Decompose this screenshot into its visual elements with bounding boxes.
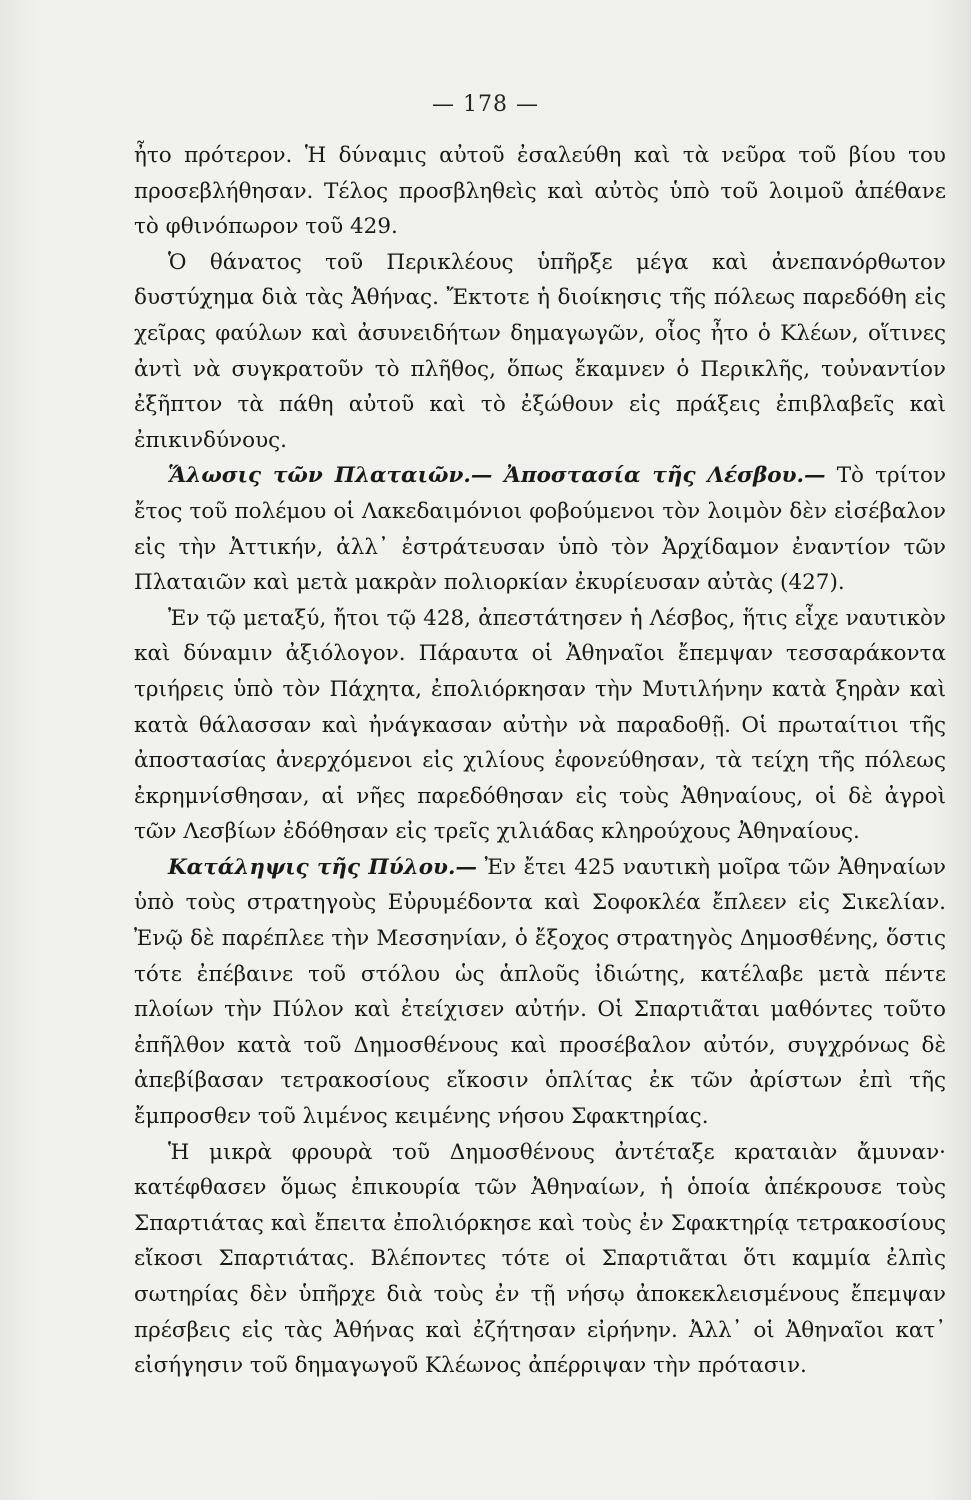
body-text [134, 138, 946, 1384]
paragraph-text: Ἐν ἔτει 425 ναυτικὴ μοῖρα τῶν Ἀθηναίων ὑπὸ τοὺς στρατηγοὺς Εὐρυμέδοντα καὶ Σοφοκλέα ἔπλεεν εἰς Σικελίαν. Ἐνῷ δὲ παρέπλεε τὴν Μεσσηνίαν, ὁ ἔξοχος στρατηγὸς Δημοσθένης, ὅστις τότε ἐπέβαινε τοῦ στόλου ὡς ἁπλοῦς ἰδιώτης, κατέλαβε μετὰ πέντε πλοίων τὴν Πύλον καὶ ἐτείχισεν αὐτήν. Οἱ Σπαρτιᾶται μαθόντες τοῦτο ἐπῆλθον κατὰ τοῦ Δημοσθένους καὶ προσέβαλον αὐτόν, συγχρόνως δὲ ἀπεβίβασαν τετρακοσίους εἴκοσιν ὁπλίτας ἐκ τῶν ἀρίστων ἐπὶ τῆς ἔμπροσθεν τοῦ λιμένος κειμένης νήσου Σφακτηρίας. [134, 854, 946, 1130]
paragraph-2 [134, 245, 946, 459]
paragraph-5 [134, 850, 946, 1135]
section-heading-plataea-lesbos: Ἅλωσις τῶν Πλαταιῶν.— Ἀποστασία τῆς Λέσβου.— [168, 463, 826, 489]
page-number: — 178 — [432, 92, 539, 117]
paragraph-text: Τὸ τρίτον ἔτος τοῦ πολέμου οἱ Λακεδαιμόνιοι φοβούμενοι τὸν λοιμὸν δὲν εἰσέβαλον εἰς τὴν Ἀττικήν, ἀλλ᾽ ἐστράτευσαν ὑπὸ τὸν Ἀρχίδαμον ἐναντίον τῶν Πλαταιῶν καὶ μετὰ μακρὰν πολιορκίαν ἐκυρίευσαν αὐτὰς (427). [134, 463, 947, 596]
paragraph-1 [134, 138, 946, 245]
paragraph-3 [134, 458, 946, 600]
paragraph-6 [134, 1135, 946, 1384]
paragraph-text: Ἡ μικρὰ φρουρὰ τοῦ Δημοσθένους ἀντέταξε κραταιὰν ἄμυναν· κατέφθασεν ὅμως ἐπικουρία τῶν Ἀθηναίων, ἡ ὁποία ἀπέκρουσε τοὺς Σπαρτιάτας καὶ ἔπειτα ἐπολιόρκησε καὶ τοὺς ἐν Σφακτηρίᾳ τετρακοσίους εἴκοσι Σπαρτιάτας. Βλέποντες τότε οἱ Σπαρτιᾶται ὅτι καμμία ἐλπὶς σωτηρίας δὲν ὑπῆρχε διὰ τοὺς ἐν τῇ νήσῳ ἀποκεκλεισμένους ἔπεμψαν πρέσβεις εἰς τὰς Ἀθήνας καὶ ἐζήτησαν εἰρήνην. Ἀλλ᾽ οἱ Ἀθηναῖοι κατ᾽ εἰσήγησιν τοῦ δημαγωγοῦ Κλέωνος ἀπέρριψαν τὴν πρότασιν. [134, 1139, 946, 1379]
paragraph-4 [134, 601, 946, 850]
paragraph-text: Ὁ θάνατος τοῦ Περικλέους ὑπῆρξε μέγα καὶ ἀνεπανόρθωτον δυστύχημα διὰ τὰς Ἀθήνας. Ἔκτοτε ἡ διοίκησις τῆς πόλεως παρεδόθη εἰς χεῖρας φαύλων καὶ ἀσυνειδήτων δημαγωγῶν, οἷος ἦτο ὁ Κλέων, οἵτινες ἀντὶ νὰ συγκρατοῦν τὸ πλῆθος, ὅπως ἔκαμνεν ὁ Περικλῆς, τοὐναντίον ἐξῆπτον τὰ πάθη αὐτοῦ καὶ τὸ ἐξώθουν εἰς πράξεις ἐπιβλαβεῖς καὶ ἐπικινδύνους. [134, 249, 946, 453]
section-heading-pylos: Κατάληψις τῆς Πύλου.— [168, 854, 477, 880]
paragraph-text: Ἐν τῷ μεταξύ, ἤτοι τῷ 428, ἀπεστάτησεν ἡ Λέσβος, ἥτις εἶχε ναυτικὸν καὶ δύναμιν ἀξιόλογον. Πάραυτα οἱ Ἀθηναῖοι ἔπεμψαν τεσσαράκοντα τριήρεις ὑπὸ τὸν Πάχητα, ἐπολιόρκησαν τὴν Μυτιλήνην κατὰ ξηρὰν καὶ κατὰ θάλασσαν καὶ ἠνάγκασαν αὐτὴν νὰ παραδοθῇ. Οἱ πρωταίτιοι τῆς ἀποστασίας ἀνερχόμενοι εἰς χιλίους ἐφονεύθησαν, τὰ τείχη τῆς πόλεως ἐκρημνίσθησαν, αἱ νῆες παρεδόθησαν εἰς τοὺς Ἀθηναίους, οἱ δὲ ἀγροὶ τῶν Λεσβίων ἐδόθησαν εἰς τρεῖς χιλιάδας κληρούχους Ἀθηναίους. [134, 605, 946, 845]
paragraph-text: ἦτο πρότερον. Ἡ δύναμις αὐτοῦ ἐσαλεύθη καὶ τὰ νεῦρα τοῦ βίου του προσεβλήθησαν. Τέλος προσβληθεὶς καὶ αὐτὸς ὑπὸ τοῦ λοιμοῦ ἀπέθανε τὸ φθινόπωρον τοῦ 429. [134, 143, 946, 240]
